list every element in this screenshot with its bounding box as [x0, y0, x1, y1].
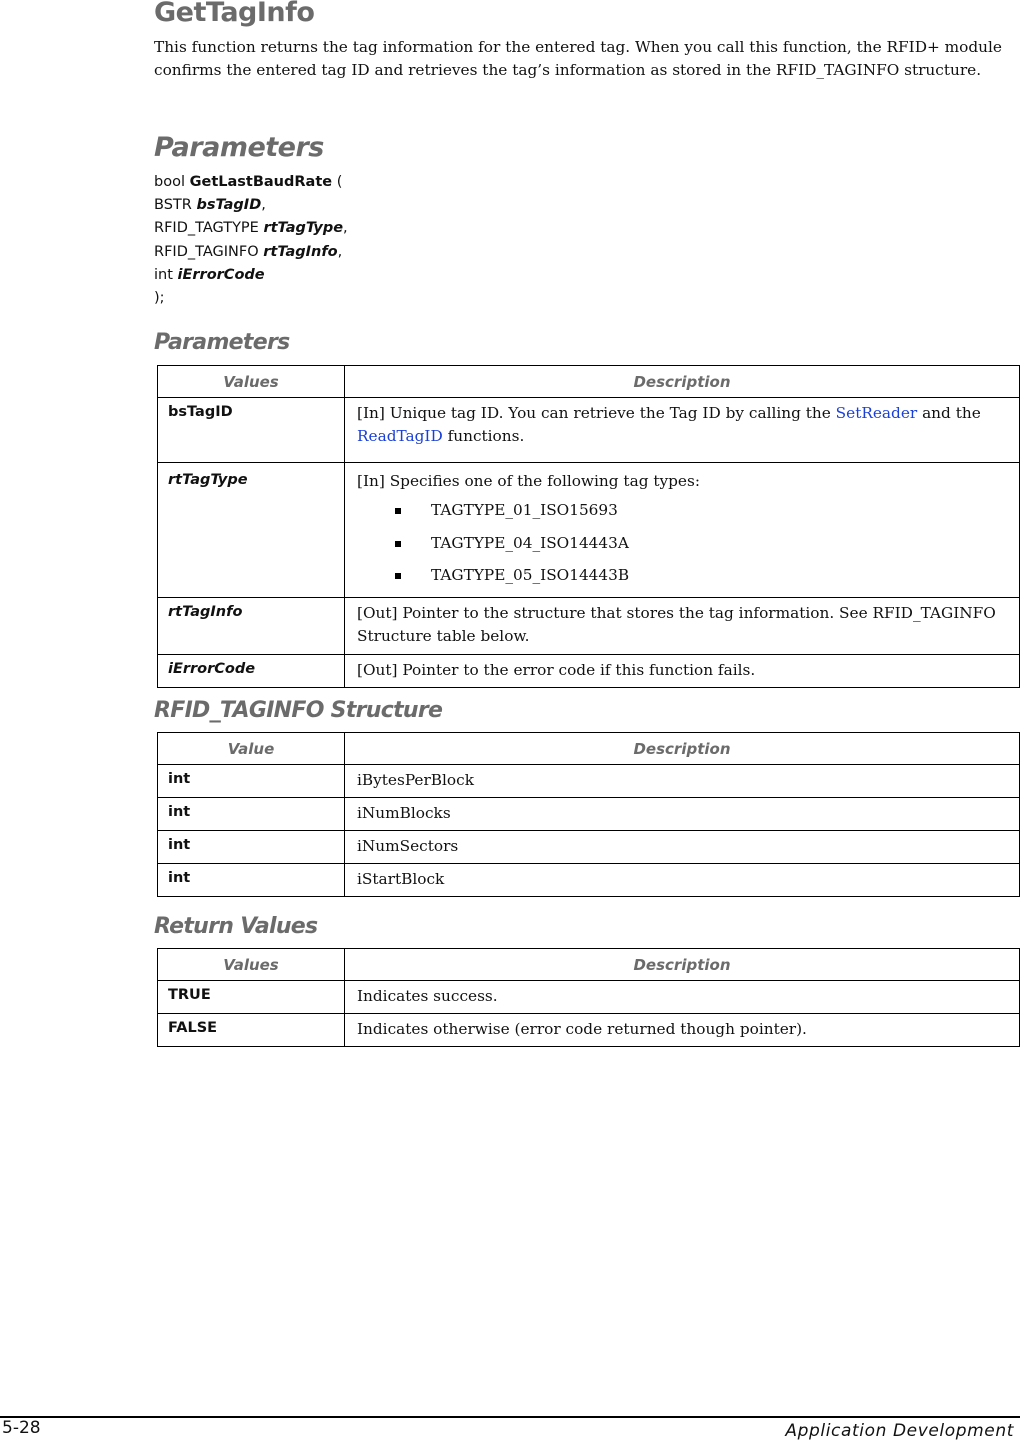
parameters-table: [157, 365, 1020, 688]
table-row: [158, 765, 1020, 798]
list-item: TAGTYPE_01_ISO15693: [395, 499, 1009, 522]
param-description: [In] Specifies one of the following tag types: TAGTYPE_01_ISO15693 TAGTYPE_04_ISO14443A TAGTYPE_05_ISO14443B: [345, 463, 1020, 598]
table-header-row: [158, 733, 1020, 765]
return-value: TRUE: [158, 981, 345, 1014]
footer-divider: [0, 1416, 1020, 1418]
table-row: [158, 1014, 1020, 1047]
setreader-link[interactable]: SetReader: [835, 404, 918, 422]
field-name: iBytesPerBlock: [345, 765, 1020, 798]
table-header-row: [158, 366, 1020, 398]
param-name: bsTagID: [158, 398, 345, 463]
list-item: TAGTYPE_05_ISO14443B: [395, 564, 1009, 587]
param-description: [Out] Pointer to the structure that stores the tag information. See RFID_TAGINFO Structure table below.: [345, 597, 1020, 654]
field-type: int: [158, 765, 345, 798]
return-value: FALSE: [158, 1014, 345, 1047]
table-row: [158, 654, 1020, 687]
rfid-taginfo-table: [157, 732, 1020, 897]
column-header-description: Description: [345, 949, 1020, 981]
tag-type-list: [357, 499, 1009, 587]
signature-line-2: BSTR bsTagID,: [154, 197, 266, 214]
params-table-heading: Parameters: [154, 330, 290, 355]
column-header-value: Value: [158, 733, 345, 765]
field-type: int: [158, 798, 345, 831]
return-values-heading: Return Values: [154, 914, 318, 939]
table-row: [158, 831, 1020, 864]
table-row: [158, 597, 1020, 654]
return-values-table: [157, 948, 1020, 1047]
column-header-description: Description: [345, 366, 1020, 398]
function-signature: [154, 171, 348, 310]
table-row: [158, 463, 1020, 598]
table-header-row: [158, 949, 1020, 981]
column-header-values: Values: [158, 366, 345, 398]
field-name: iNumBlocks: [345, 798, 1020, 831]
table-row: [158, 798, 1020, 831]
param-name: rtTagType: [158, 463, 345, 598]
field-name: iNumSectors: [345, 831, 1020, 864]
param-name: iErrorCode: [158, 654, 345, 687]
parameters-heading: Parameters: [154, 132, 324, 163]
param-name: rtTagInfo: [158, 597, 345, 654]
page-title: GetTagInfo: [154, 0, 315, 28]
struct-table-heading: RFID_TAGINFO Structure: [154, 698, 443, 723]
signature-line-1: bool GetLastBaudRate (: [154, 174, 343, 190]
return-description: Indicates otherwise (error code returned though pointer).: [345, 1014, 1020, 1047]
signature-line-4: RFID_TAGINFO rtTagInfo,: [154, 243, 343, 260]
table-row: [158, 864, 1020, 897]
field-name: iStartBlock: [345, 864, 1020, 897]
param-description: [In] Unique tag ID. You can retrieve the Tag ID by calling the SetReader and the ReadTagID functions.: [345, 398, 1020, 463]
intro-paragraph: This function returns the tag information for the entered tag. When you call this function, the RFID+ module confirms the entered tag ID and retrieves the tag’s information as stored in the RFID_TAGINFO structure.: [154, 38, 1002, 79]
table-row: [158, 981, 1020, 1014]
list-item: TAGTYPE_04_ISO14443A: [395, 532, 1009, 555]
column-header-description: Description: [345, 733, 1020, 765]
column-header-values: Values: [158, 949, 345, 981]
page-number: 5-28: [2, 1418, 41, 1438]
signature-line-5: int iErrorCode: [154, 266, 265, 283]
signature-line-3: RFID_TAGTYPE rtTagType,: [154, 220, 348, 237]
readtagid-link[interactable]: ReadTagID: [357, 427, 443, 445]
param-description: [Out] Pointer to the error code if this function fails.: [345, 654, 1020, 687]
field-type: int: [158, 831, 345, 864]
table-row: [158, 398, 1020, 463]
signature-line-6: );: [154, 290, 165, 307]
section-title: Application Development: [785, 1421, 1014, 1441]
field-type: int: [158, 864, 345, 897]
return-description: Indicates success.: [345, 981, 1020, 1014]
